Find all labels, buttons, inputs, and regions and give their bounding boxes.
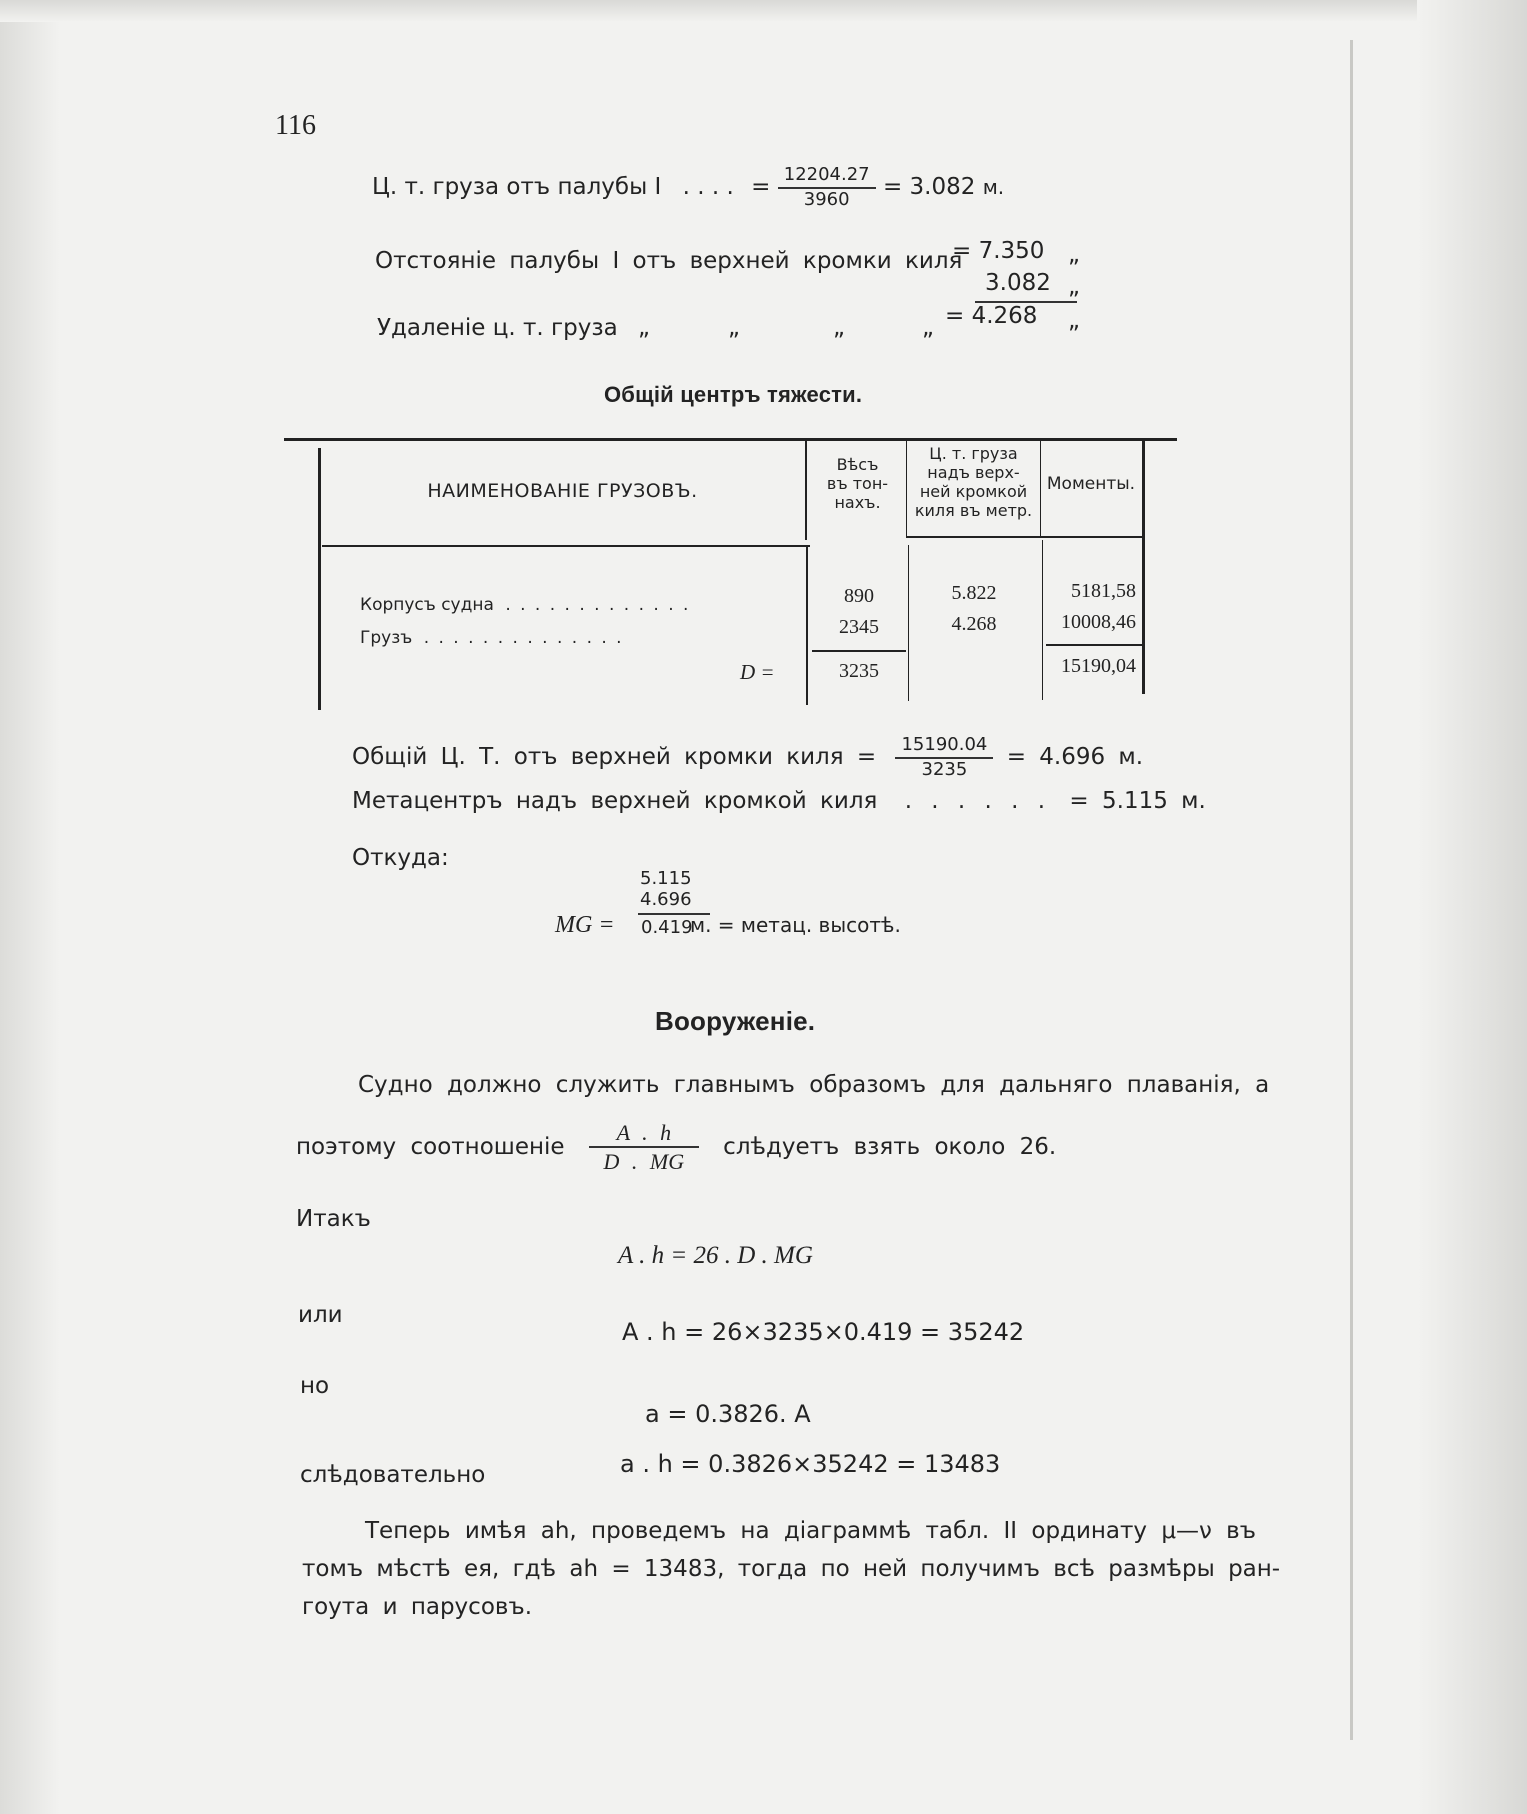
cargo-cg-line: Ц. т. груза отъ палубы I . . . . = $\frac{12204.27}{3960}$ = 3.082 м.	[372, 164, 1005, 210]
mg-top: 5.115	[640, 868, 692, 889]
table-left-rule	[318, 448, 321, 710]
header-weight-line2: въ тон-	[826, 474, 889, 493]
ratio-numerator: A . h	[589, 1120, 699, 1148]
header-cg-line2: надъ верх-	[927, 463, 1020, 482]
total-label: D =	[740, 660, 775, 684]
final-para-line1: Теперь имѣя ah, проведемъ на діаграммѣ табл. II ординату μ—ν въ	[365, 1518, 1256, 1544]
mg-result: 0.419	[641, 917, 693, 938]
deck-distance-label: Отстояніе палубы I отъ верхней кромки киля	[375, 248, 963, 274]
header-cg-line1: Ц. т. груза	[929, 444, 1018, 463]
general-cg-result: = 4.696 м.	[1006, 744, 1144, 771]
ratio-after: слѣдуетъ взять около 26.	[723, 1133, 1057, 1160]
table-col1-header-rule	[805, 440, 807, 540]
cargo-cg-dots: . . . .	[682, 174, 734, 201]
row1-name: Корпусъ судна	[360, 595, 494, 615]
subtract-ditto: „	[1068, 274, 1080, 300]
general-cg-line	[352, 735, 1143, 780]
cargo-cg-numerator: 12204.27	[778, 165, 876, 189]
row2-moment: 10008,46	[1061, 611, 1136, 633]
mg-lhs: MG =	[555, 912, 615, 938]
total-weight: 3235	[839, 660, 879, 682]
header-weight	[810, 455, 905, 512]
cargo-cg-unit: м.	[982, 175, 1005, 200]
header-weight-line1: Вѣсъ	[836, 455, 879, 474]
row2-dots: . . . . . . . . . . . . . .	[423, 628, 624, 648]
general-cg-fraction	[895, 735, 993, 780]
cargo-cg-label: Ц. т. груза отъ палубы I	[372, 174, 662, 201]
table-row-name	[360, 628, 624, 648]
ratio-line	[296, 1120, 1056, 1175]
cargo-cg-result: = 3.082	[882, 174, 976, 201]
header-cg-line4: киля въ метр.	[914, 501, 1033, 520]
removal-label: Удаленіе ц. т. груза	[377, 315, 618, 341]
table-row-name	[360, 595, 690, 615]
table-col2-body-rule	[908, 545, 909, 701]
table-total-rule-moment	[1046, 644, 1142, 646]
general-cg-denominator: 3235	[921, 758, 968, 780]
page-edge	[1350, 40, 1353, 1740]
header-cargo-names: НАИМЕНОВАНІЕ ГРУЗОВЪ.	[427, 480, 698, 502]
sledovatelno-label: слѣдовательно	[300, 1462, 486, 1488]
row2-name: Грузъ	[360, 628, 413, 648]
header-moments: Моменты.	[1046, 474, 1136, 494]
header-cg	[906, 444, 1041, 520]
table-top-rule	[284, 438, 1177, 441]
cargo-cg-denominator: 3960	[803, 188, 850, 210]
ratio-fraction	[589, 1120, 699, 1175]
para1-line1: Судно должно служить главнымъ образомъ для дальняго плаванія, а	[358, 1072, 1270, 1098]
ratio-denominator: D . MG	[603, 1149, 685, 1175]
mg-unit-text: м. = метац. высотѣ.	[690, 913, 901, 937]
cargo-cg-fraction	[778, 165, 876, 210]
row1-moment: 5181,58	[1071, 580, 1136, 602]
final-para-line3: гоута и парусовъ.	[302, 1594, 533, 1620]
removal-ditto-2: „	[728, 315, 740, 341]
table-title: Общій центръ тяжести.	[604, 382, 863, 407]
removal-ditto-1: „	[638, 315, 650, 341]
section-title: Вооруженіе.	[655, 1006, 816, 1036]
ratio-before: поэтому соотношеніе	[296, 1133, 565, 1160]
row2-cg: 4.268	[951, 613, 997, 635]
row1-cg: 5.822	[951, 582, 997, 604]
scan-shadow-right	[1417, 0, 1527, 1814]
row2-weight: 2345	[839, 616, 879, 638]
scan-shadow-top	[0, 0, 1527, 22]
equation-1: A . h = 26 . D . MG	[618, 1242, 813, 1269]
mg-sub: 4.696	[640, 889, 692, 910]
header-cg-line3: ней кромкой	[919, 482, 1028, 501]
metacenter-dots: . . . . . .	[904, 788, 1049, 814]
subtract-value: 3.082	[985, 270, 1051, 296]
removal-ditto-3: „	[833, 315, 845, 341]
itak-label: Итакъ	[296, 1206, 371, 1232]
general-cg-label: Общій Ц. Т. отъ верхней кромки киля =	[352, 744, 877, 771]
removal-ditto-end: „	[1068, 308, 1080, 334]
table-col3-body-rule	[1042, 540, 1043, 700]
deck-distance-value: = 7.350	[952, 238, 1045, 264]
table-header-rule-left	[322, 545, 810, 547]
scan-shadow-left	[0, 0, 60, 1814]
header-weight-line3: нахъ.	[834, 493, 881, 512]
whence-label: Откуда:	[352, 845, 449, 871]
table-right-rule	[1142, 438, 1145, 694]
page-number: 116	[275, 110, 316, 141]
row1-dots: . . . . . . . . . . . . .	[505, 595, 691, 615]
equation-3: a = 0.3826. A	[645, 1400, 811, 1428]
ili-label: или	[298, 1302, 343, 1328]
removal-value: = 4.268	[945, 303, 1038, 329]
final-para-line2: томъ мѣстѣ ея, гдѣ ah = 13483, тогда по ней получимъ всѣ размѣры ран-	[302, 1556, 1281, 1582]
equation-4: a . h = 0.3826×35242 = 13483	[620, 1450, 1001, 1478]
equation-2: A . h = 26×3235×0.419 = 35242	[622, 1318, 1025, 1346]
removal-ditto-4: „	[922, 315, 934, 341]
general-cg-numerator: 15190.04	[895, 735, 993, 759]
metacenter-label: Метацентръ надъ верхней кромкой киля	[352, 788, 878, 814]
deck-distance-ditto: „	[1068, 242, 1080, 268]
metacenter-line	[352, 788, 1206, 814]
no-label: но	[300, 1373, 330, 1399]
table-col1-body-rule	[806, 545, 808, 705]
metacenter-result: = 5.115 м.	[1069, 788, 1206, 814]
table-header-rule-right	[906, 536, 1142, 538]
total-moment: 15190,04	[1061, 655, 1136, 677]
table-total-rule-weight	[812, 650, 906, 652]
row1-weight: 890	[844, 585, 874, 607]
